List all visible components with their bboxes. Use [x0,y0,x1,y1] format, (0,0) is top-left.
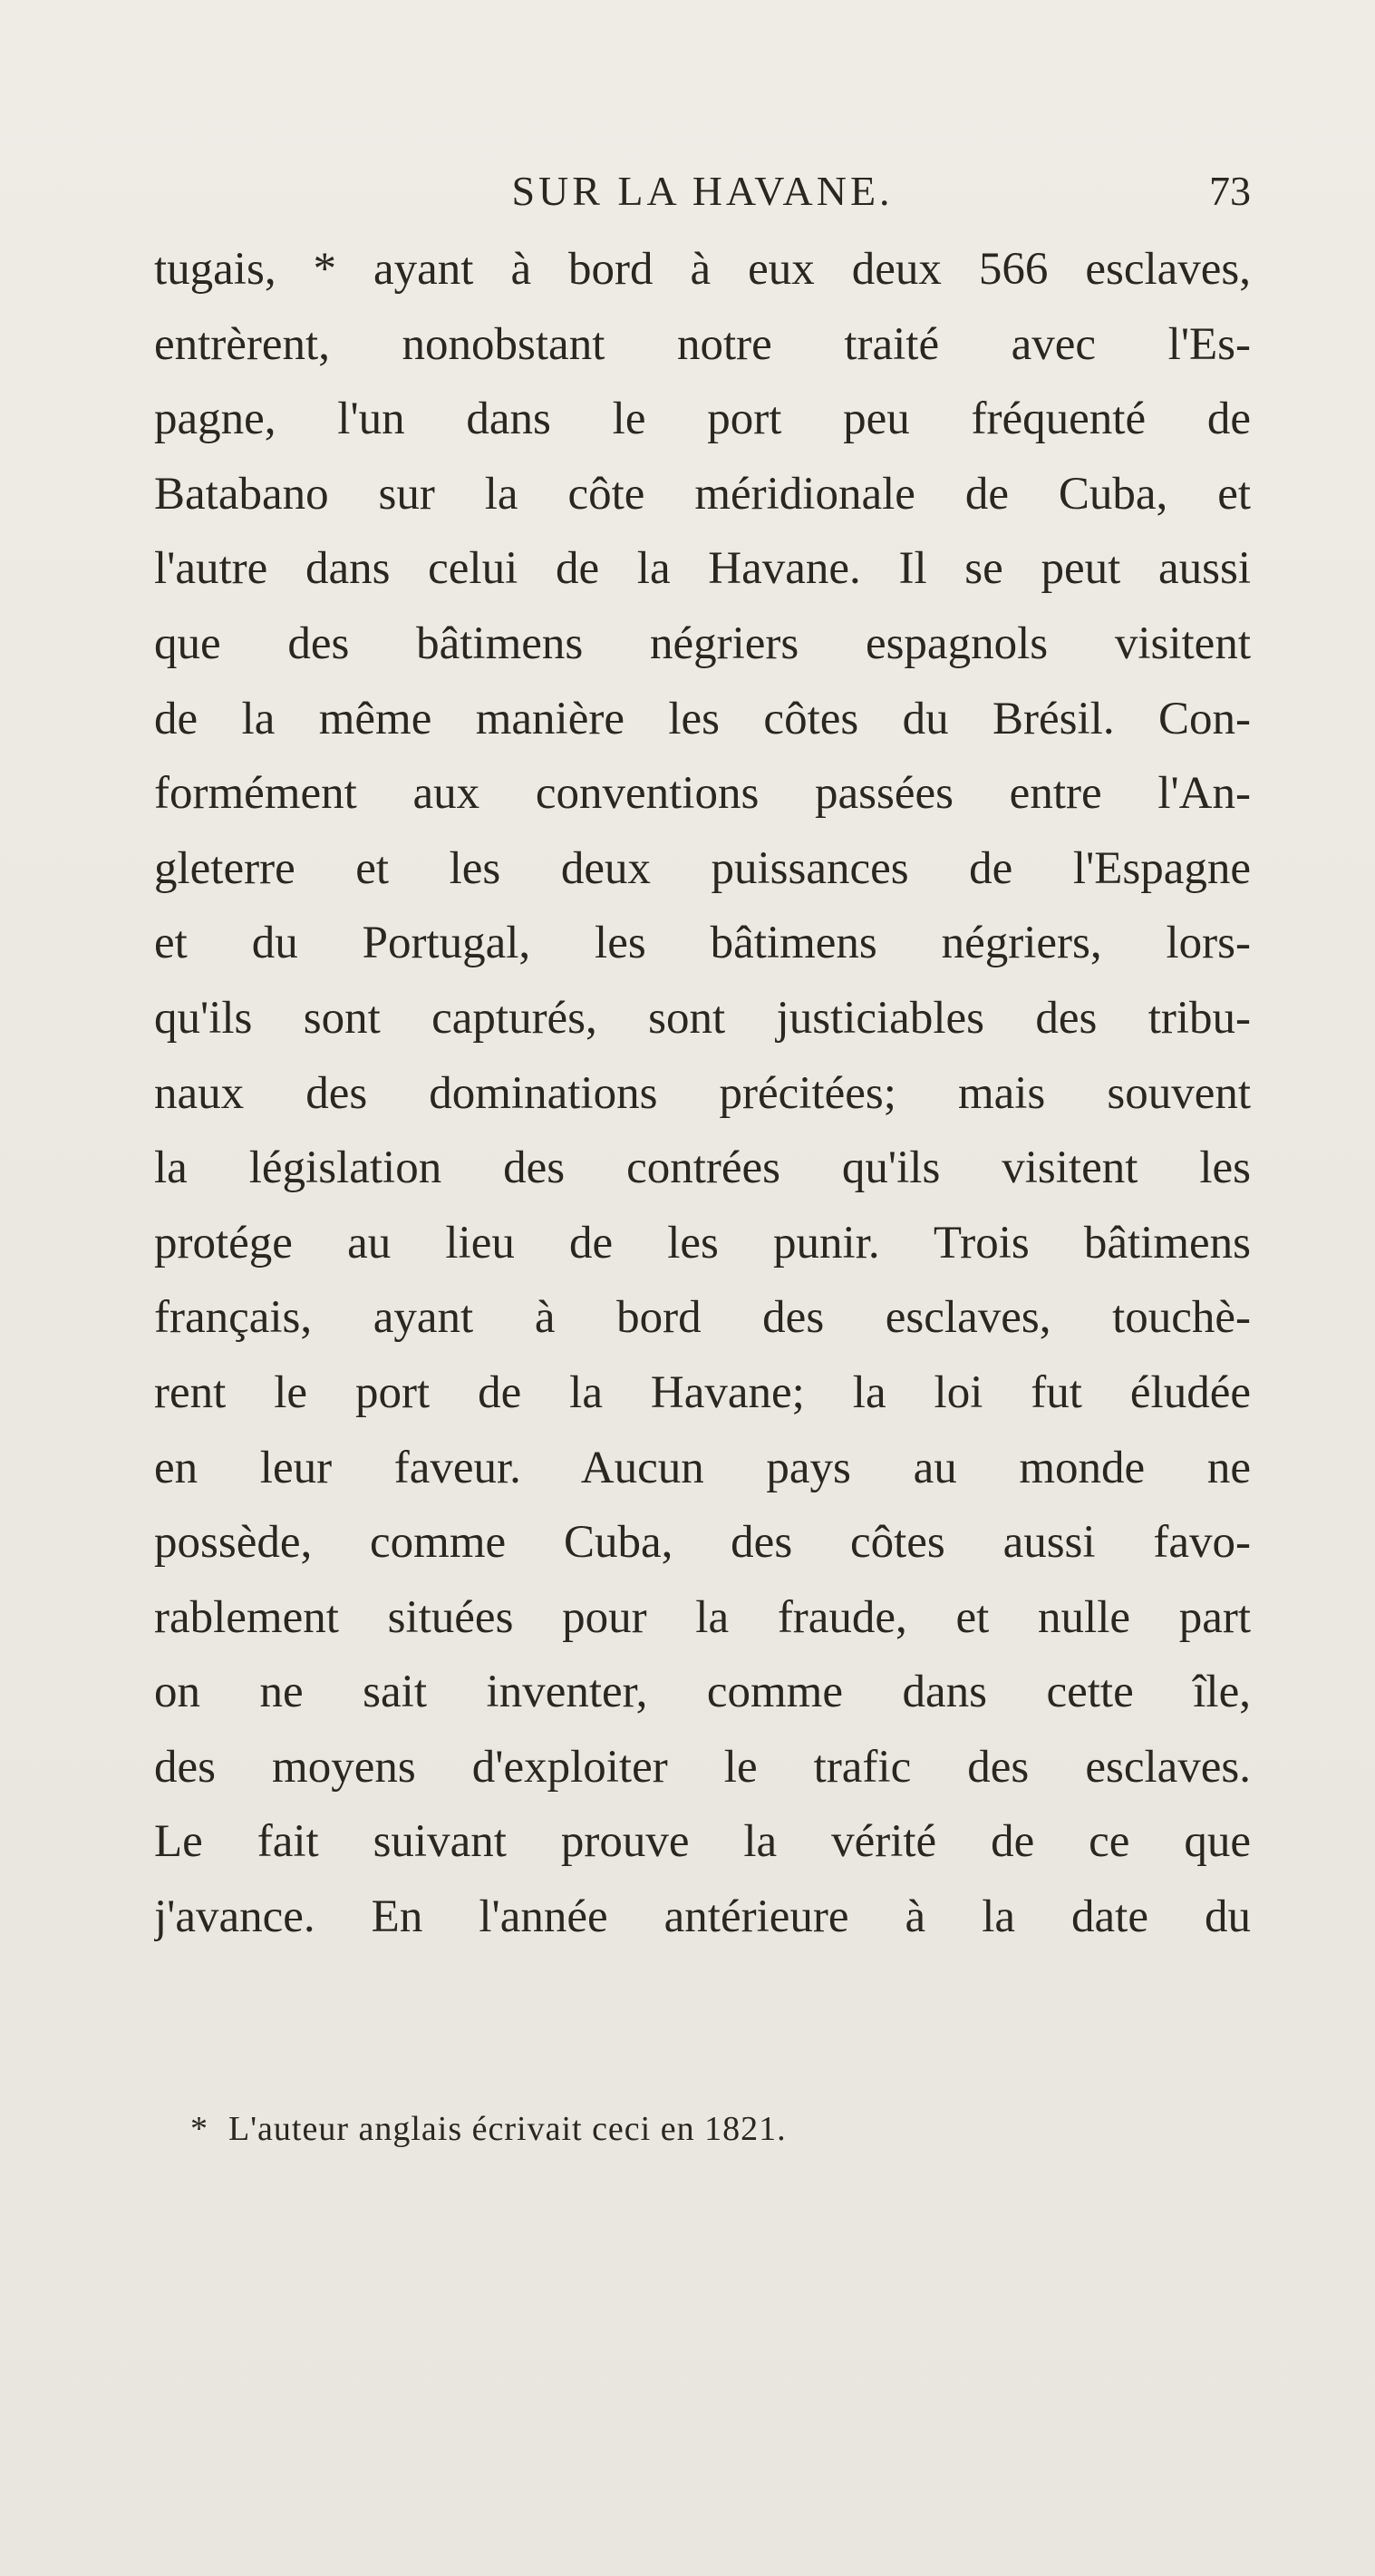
text-line: et du Portugal, les bâtimens négriers, lors- [154,918,1251,969]
text-line: naux des dominations précitées; mais souvent [154,1067,1251,1119]
text-line: en leur faveur. Aucun pays au monde ne [154,1442,1251,1493]
running-head [154,160,1251,223]
running-title: SUR LA HAVANE. [511,168,894,214]
footnote-marker: * [190,2110,208,2148]
text-line: rablement situées pour la fraude, et nulle part [154,1591,1251,1643]
text-line: rent le port de la Havane; la loi fut éludée [154,1366,1251,1418]
text-line: gleterre et les deux puissances de l'Espagne [154,842,1251,894]
footnote [190,2102,787,2156]
body-text [154,232,1251,1955]
text-line: pagne, l'un dans le port peu fréquenté de [154,394,1251,445]
footnote-text: L'auteur anglais écrivait ceci en 1821. [228,2110,787,2148]
text-line: formément aux conventions passées entre l'An- [154,768,1251,820]
text-line: de la même manière les côtes du Brésil. Con- [154,693,1251,744]
text-line: j'avance. En l'année antérieure à la date du [154,1891,1251,1943]
text-line: la législation des contrées qu'ils visitent les [154,1142,1251,1194]
text-line: tugais, * ayant à bord à eux deux 566 esclaves, [154,244,1251,295]
text-line: Le fait suivant prouve la vérité de ce que [154,1816,1251,1868]
text-line: l'autre dans celui de la Havane. Il se peut aussi [154,543,1251,595]
text-line: possède, comme Cuba, des côtes aussi favo- [154,1517,1251,1569]
text-line: que des bâtimens négriers espagnols visitent [154,617,1251,669]
text-line: entrèrent, nonobstant notre traité avec l'Es- [154,318,1251,370]
text-line: français, ayant à bord des esclaves, touchè- [154,1292,1251,1344]
text-line: des moyens d'exploiter le trafic des esclaves. [154,1741,1251,1793]
text-line: qu'ils sont capturés, sont justiciables des tribu- [154,992,1251,1044]
page-number: 73 [1209,168,1251,214]
text-line: on ne sait inventer, comme dans cette île, [154,1667,1251,1718]
text-line: Batabano sur la côte méridionale de Cuba, et [154,468,1251,520]
text-line: protége au lieu de les punir. Trois bâtimens [154,1217,1251,1269]
